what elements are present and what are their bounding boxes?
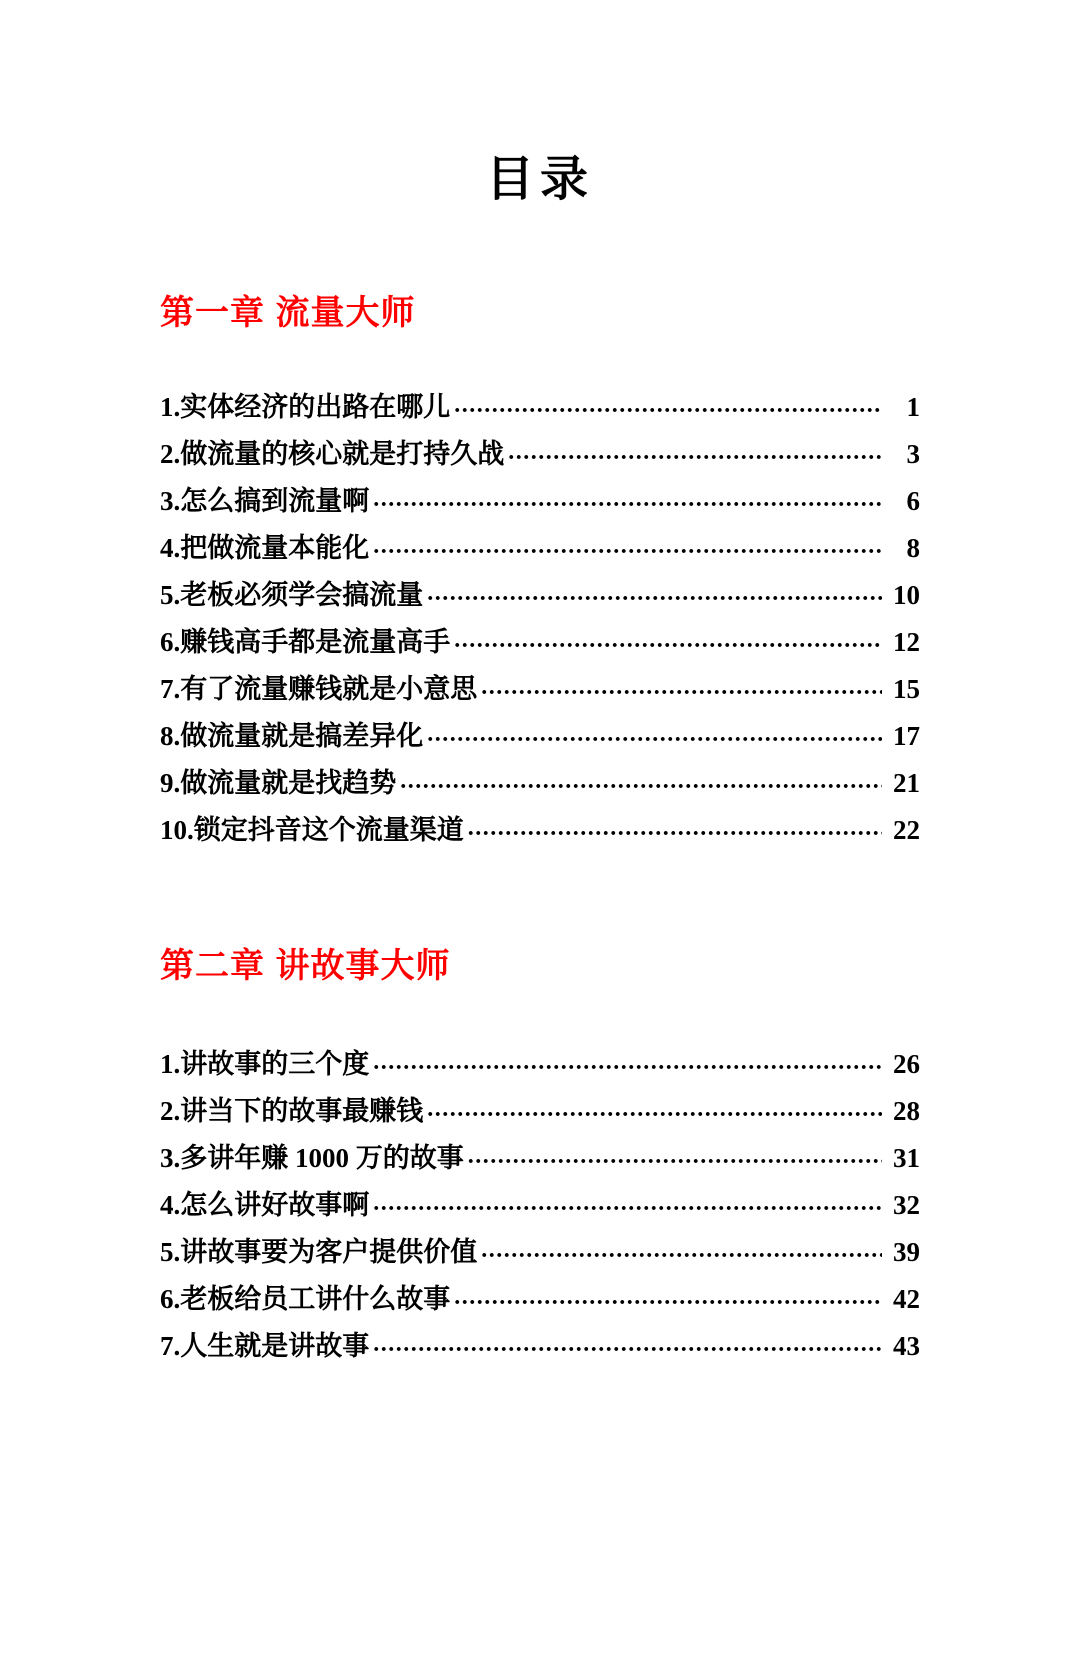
toc-entry-label: 6.老板给员工讲什么故事	[160, 1284, 451, 1314]
toc-entry-label: 4.怎么讲好故事啊	[160, 1190, 370, 1220]
toc-entry-page: 26	[893, 1049, 920, 1079]
toc-entry-label: 5.讲故事要为客户提供价值	[160, 1237, 478, 1267]
toc-leader-dots	[481, 675, 882, 699]
toc-entry-label: 3.多讲年赚 1000 万的故事	[160, 1143, 464, 1173]
toc-entry-page: 42	[893, 1284, 920, 1314]
toc-entry-page: 3	[906, 439, 920, 469]
toc-leader-dots	[468, 816, 882, 840]
toc-entry[interactable]	[160, 1229, 920, 1276]
toc-entry-page: 28	[893, 1096, 920, 1126]
toc-entry-page: 22	[893, 815, 920, 845]
toc-entry-label: 10.锁定抖音这个流量渠道	[160, 815, 464, 845]
toc-entry[interactable]	[160, 384, 920, 431]
toc-entry[interactable]	[160, 525, 920, 572]
toc-entry-page: 10	[893, 580, 920, 610]
toc-leader-dots	[400, 769, 882, 793]
toc-leader-dots	[427, 1097, 882, 1121]
toc-entry-page: 15	[893, 674, 920, 704]
toc-leader-dots	[454, 628, 882, 652]
toc-entry[interactable]	[160, 807, 920, 854]
chapter-heading-2: 第二章 讲故事大师	[160, 947, 451, 985]
toc-entry[interactable]	[160, 1276, 920, 1323]
toc-leader-dots	[373, 534, 882, 558]
toc-entry[interactable]	[160, 619, 920, 666]
toc-entry[interactable]	[160, 1135, 920, 1182]
toc-entry-label: 5.老板必须学会搞流量	[160, 580, 424, 610]
toc-leader-dots	[373, 1050, 882, 1074]
toc-entry-page: 1	[906, 392, 920, 422]
document-page	[0, 140, 1080, 1673]
toc-entry-label: 2.讲当下的故事最赚钱	[160, 1096, 424, 1126]
toc-entry[interactable]	[160, 1088, 920, 1135]
toc-entry-page: 39	[893, 1237, 920, 1267]
toc-entry-page: 21	[893, 768, 920, 798]
toc-leader-dots	[373, 487, 882, 511]
toc-leader-dots	[468, 1144, 882, 1168]
toc-entry-page: 31	[893, 1143, 920, 1173]
toc-entry[interactable]	[160, 1182, 920, 1229]
toc-entry-page: 8	[906, 533, 920, 563]
toc-leader-dots	[481, 1238, 882, 1262]
toc-entry[interactable]	[160, 1041, 920, 1088]
toc-entry-label: 1.实体经济的出路在哪儿	[160, 392, 451, 422]
toc-entry-label: 7.人生就是讲故事	[160, 1331, 370, 1361]
toc-leader-dots	[373, 1332, 882, 1356]
toc-entry-label: 3.怎么搞到流量啊	[160, 486, 370, 516]
toc-leader-dots	[454, 1285, 882, 1309]
toc-entry[interactable]	[160, 478, 920, 525]
toc-entry-label: 4.把做流量本能化	[160, 533, 370, 563]
toc-entry-label: 7.有了流量赚钱就是小意思	[160, 674, 478, 704]
toc-leader-dots	[508, 440, 882, 464]
toc-leader-dots	[427, 722, 882, 746]
toc-entry-page: 32	[893, 1190, 920, 1220]
toc-entry-page: 43	[893, 1331, 920, 1361]
toc-leader-dots	[427, 581, 882, 605]
toc-entry-page: 12	[893, 627, 920, 657]
toc-list-chapter-2	[160, 1041, 920, 1370]
page-title: 目录	[485, 153, 594, 206]
chapter-heading-1: 第一章 流量大师	[160, 294, 416, 332]
toc-entry-page: 6	[906, 486, 920, 516]
toc-entry-label: 8.做流量就是搞差异化	[160, 721, 424, 751]
toc-entry-label: 1.讲故事的三个度	[160, 1049, 370, 1079]
toc-leader-dots	[454, 393, 882, 417]
toc-entry-label: 6.赚钱高手都是流量高手	[160, 627, 451, 657]
toc-entry[interactable]	[160, 572, 920, 619]
toc-entry[interactable]	[160, 1323, 920, 1370]
toc-entry[interactable]	[160, 760, 920, 807]
toc-leader-dots	[373, 1191, 882, 1215]
toc-entry-page: 17	[893, 721, 920, 751]
toc-entry-label: 2.做流量的核心就是打持久战	[160, 439, 505, 469]
toc-entry-label: 9.做流量就是找趋势	[160, 768, 397, 798]
toc-entry[interactable]	[160, 713, 920, 760]
toc-entry[interactable]	[160, 666, 920, 713]
toc-entry[interactable]	[160, 431, 920, 478]
toc-list-chapter-1	[160, 384, 920, 854]
